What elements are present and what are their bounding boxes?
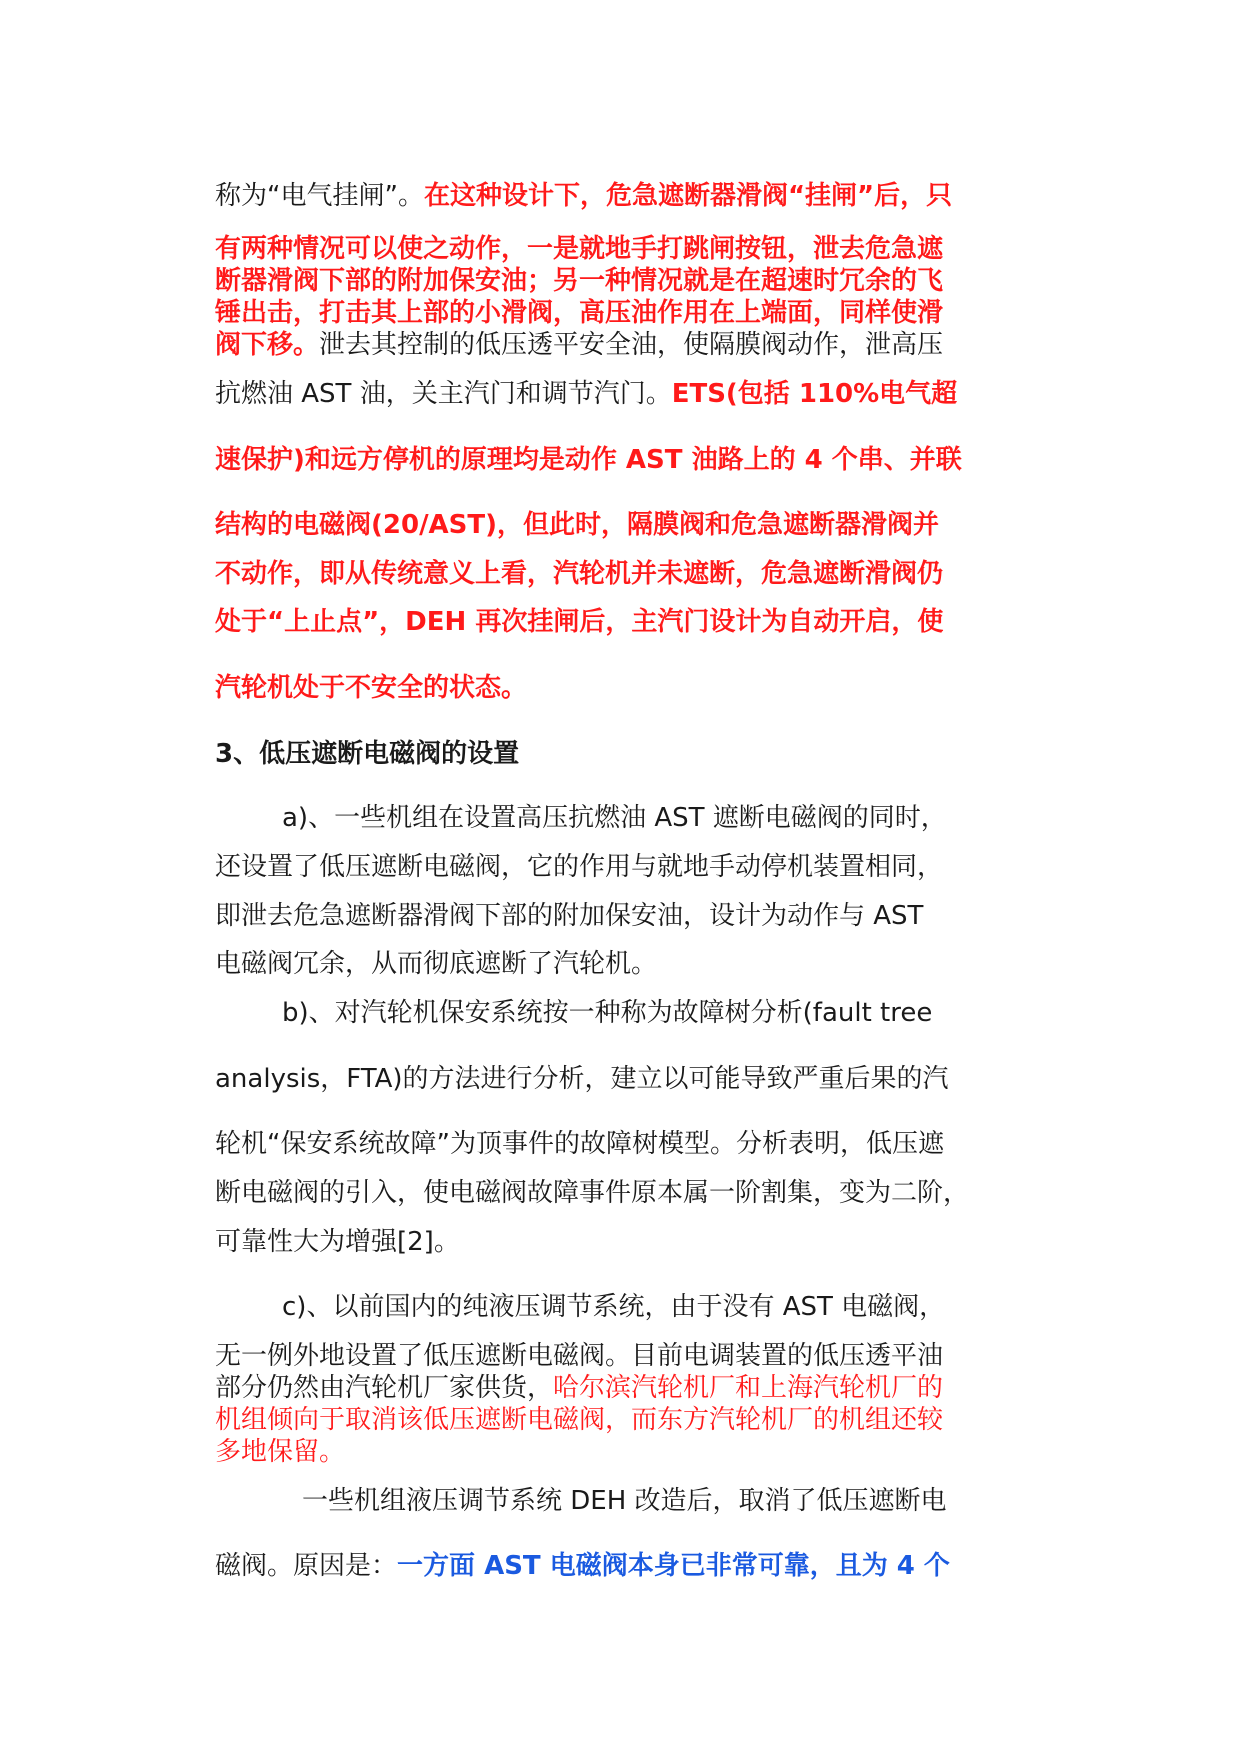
- pb-line-4: 断电磁阀的引入，使电磁阀故障事件原本属一阶割集，变为二阶，: [215, 1178, 970, 1208]
- pa-line-4: 电磁阀冗余，从而彻底遮断了汽轮机。: [215, 949, 658, 979]
- pd-line-2-highlight: 一方面 AST 电磁阀本身已非常可靠，且为 4 个: [397, 1551, 950, 1581]
- pc-line-5: 多地保留。: [215, 1437, 346, 1467]
- pc-line-3-highlight: 哈尔滨汽轮机厂和上海汽轮机厂的: [553, 1373, 944, 1403]
- pb-line-5: 可靠性大为增强[2]。: [215, 1227, 460, 1257]
- pc-line-3-normal: 部分仍然由汽轮机厂家供货，: [215, 1373, 554, 1403]
- p1-line-6-highlight: ETS(包括 110%电气超: [671, 379, 958, 409]
- pa-line-2: 还设置了低压遮断电磁阀，它的作用与就地手动停机装置相同，: [215, 852, 944, 882]
- pd-line-1: 一些机组液压调节系统 DEH 改造后，取消了低压遮断电: [302, 1486, 947, 1516]
- p1-line-5-normal: 泄去其控制的低压透平安全油，使隔膜阀动作，泄高压: [319, 330, 944, 360]
- p1-line-7: 速保护)和远方停机的原理均是动作 AST 油路上的 4 个串、并联: [215, 445, 962, 475]
- p1-line-5-highlight: 阀下移。: [215, 330, 320, 360]
- pc-line-3: [215, 1371, 943, 1405]
- p1-line-8: 结构的电磁阀(20/AST)，但此时，隔膜阀和危急遮断器滑阀并: [215, 510, 940, 540]
- p1-line-4: 锤出击，打击其上部的小滑阀，高压油作用在上端面，同样使滑: [215, 298, 944, 328]
- p1-line-5: [215, 328, 943, 362]
- pd-line-2-normal: 磁阀。原因是：: [215, 1551, 398, 1581]
- pd-line-2: [215, 1549, 950, 1583]
- pc-line-1: c)、以前国内的纯液压调节系统，由于没有 AST 电磁阀，: [282, 1292, 946, 1322]
- pa-line-1: a)、一些机组在设置高压抗燃油 AST 遮断电磁阀的同时，: [282, 803, 947, 833]
- p1-line-1-highlight: 在这种设计下，危急遮断器滑阀“挂闸”后，只: [423, 181, 953, 211]
- p1-line-2: 有两种情况可以使之动作，一是就地手打跳闸按钮，泄去危急遮: [215, 234, 944, 264]
- pa-line-3: 即泄去危急遮断器滑阀下部的附加保安油，设计为动作与 AST: [215, 901, 924, 931]
- p1-line-11: 汽轮机处于不安全的状态。: [215, 673, 528, 703]
- p1-line-3: 断器滑阀下部的附加保安油；另一种情况就是在超速时冗余的飞: [215, 266, 944, 296]
- pc-line-2: 无一例外地设置了低压遮断电磁阀。目前电调装置的低压透平油: [215, 1341, 944, 1371]
- pc-line-4: 机组倾向于取消该低压遮断电磁阀，而东方汽轮机厂的机组还较: [215, 1405, 944, 1435]
- section-heading: 3、低压遮断电磁阀的设置: [215, 739, 520, 769]
- p1-line-1: [215, 179, 952, 213]
- p1-line-9: 不动作，即从传统意义上看，汽轮机并未遮断，危急遮断滑阀仍: [215, 559, 944, 589]
- p1-line-1-normal: 称为“电气挂闸”。: [215, 181, 424, 211]
- p1-line-6-normal: 抗燃油 AST 油，关主汽门和调节汽门。: [215, 379, 672, 409]
- pb-line-1: b)、对汽轮机保安系统按一种称为故障树分析(fault tree: [282, 998, 933, 1028]
- p1-line-10: 处于“上止点”，DEH 再次挂闸后，主汽门设计为自动开启，使: [215, 607, 944, 637]
- p1-line-6: [215, 377, 957, 411]
- pb-line-3: 轮机“保安系统故障”为顶事件的故障树模型。分析表明，低压遮: [215, 1129, 944, 1159]
- pb-line-2: analysis，FTA)的方法进行分析，建立以可能导致严重后果的汽: [215, 1064, 949, 1094]
